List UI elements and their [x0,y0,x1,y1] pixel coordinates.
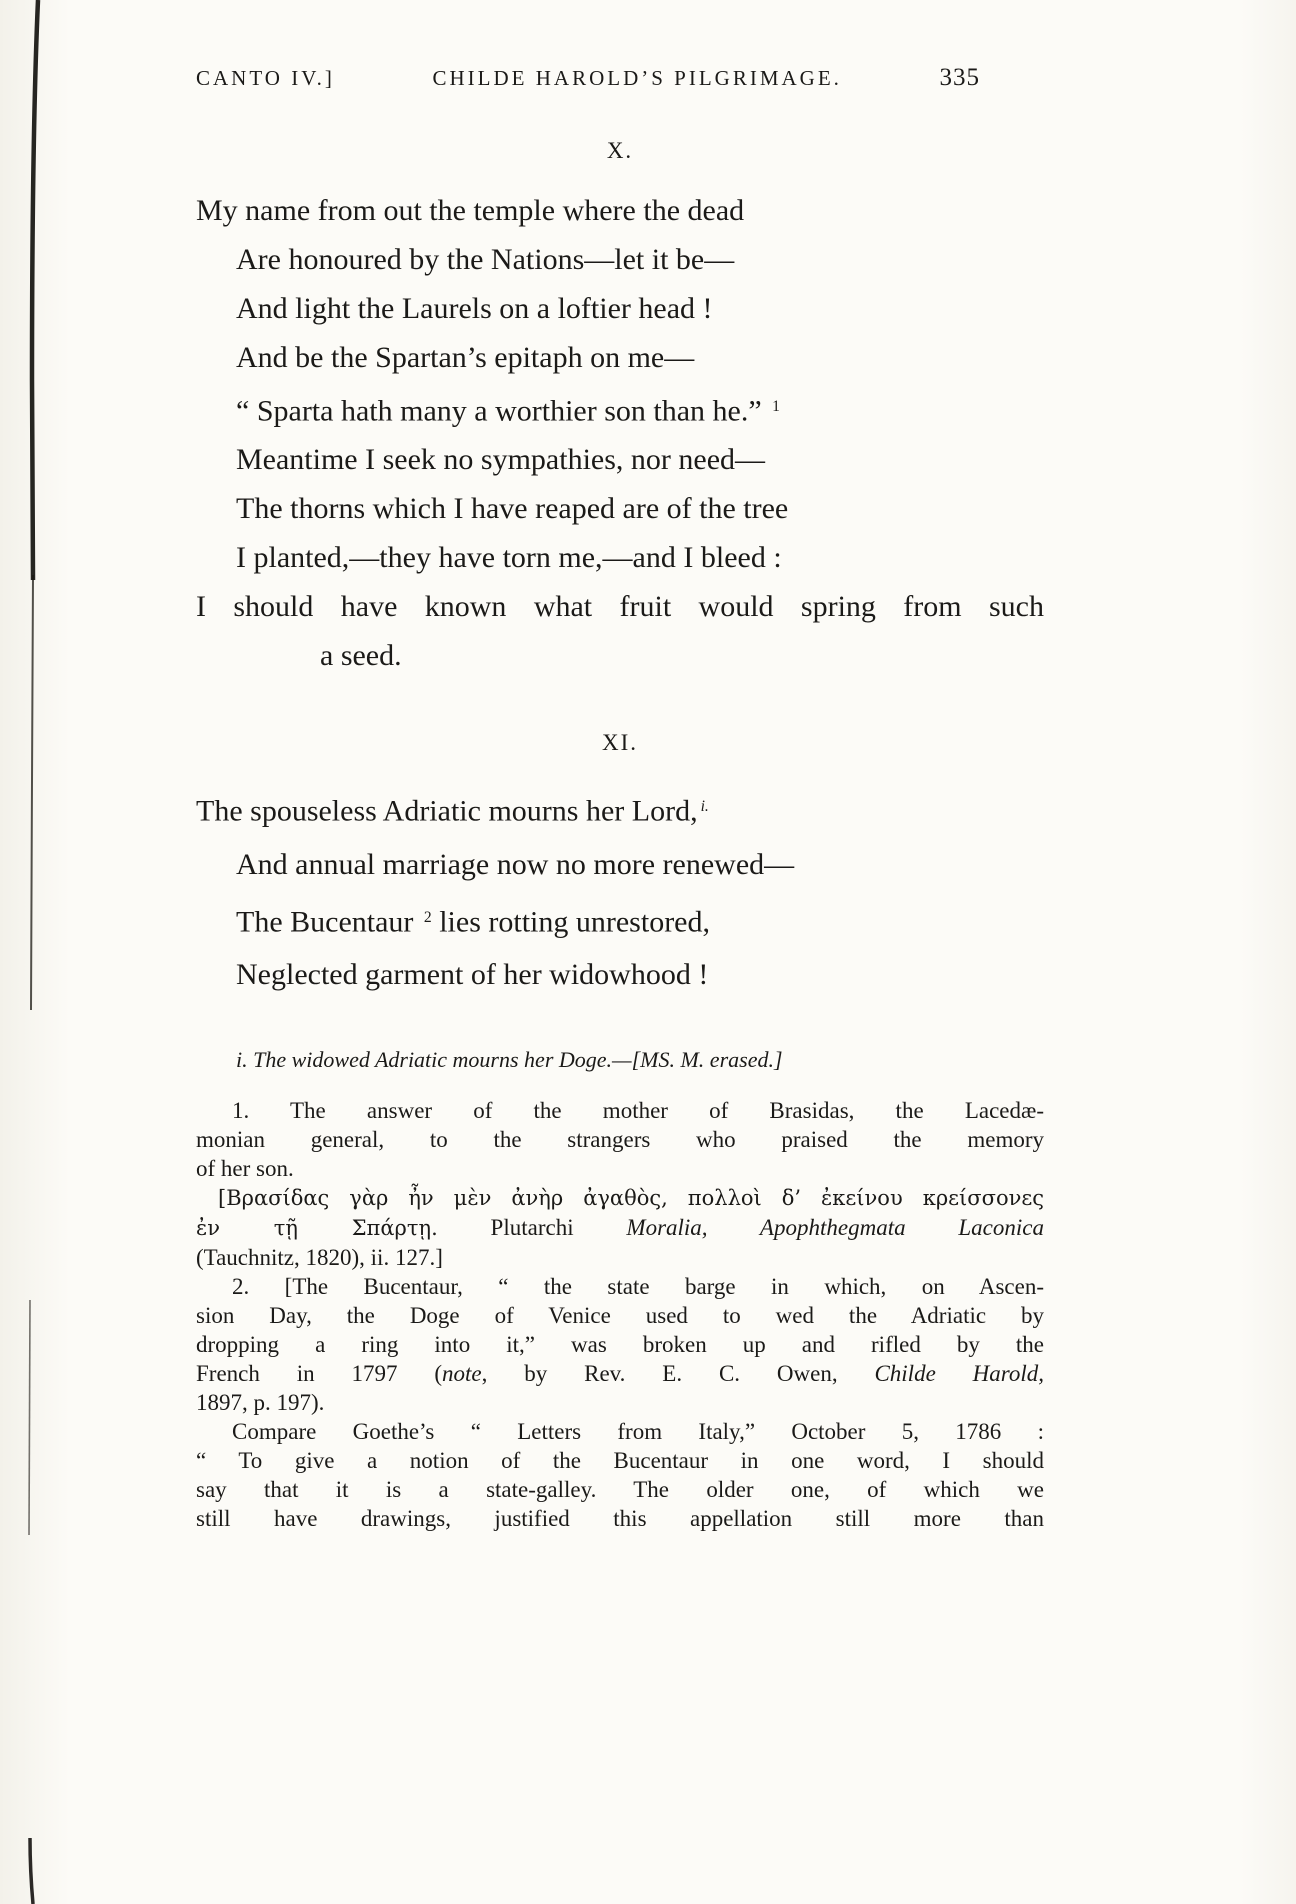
poem-line [196,582,1044,631]
citation-text: Plutarchi [437,1215,627,1241]
variant-note: i. The widowed Adriatic mourns her Doge.—[MS. M. erased.] [236,1047,783,1073]
footnote-line: (Tauchnitz, 1820), ii. 127.] [196,1245,443,1271]
book-page [196,0,1044,1533]
poem-line [236,891,1044,948]
poem-line [236,333,1044,382]
footnote-line-greek [196,1183,1044,1213]
stanza-xi [196,780,1044,1001]
line-text: I should have known what fruit would spring from such [196,590,1044,624]
line-text: “ Sparta hath many a worthier son than he.” [236,394,770,428]
footnote-line: still have drawings, justified this appellation still more than [196,1506,1044,1532]
stanza-heading-xi: XI. [601,730,639,756]
footnote-line: say that it is a state-galley. The older one, of which we [196,1477,1044,1503]
greek-text: [Βρασίδας γὰρ ἦν μὲν ἀνὴρ ἀγαθὸς, πολλοὶ δ’ ἐκείνου κρείσσονες [218,1186,1044,1211]
footnote-line: 2. [The Bucentaur, “ the state barge in which, on Ascen- [232,1274,1044,1300]
poem-line [236,284,1044,333]
footnote-italic: note [442,1361,482,1387]
footnote-text: French in 1797 ( [196,1361,443,1387]
page-header [196,64,1044,92]
footnote-line: dropping a ring into it,” was broken up and rifled by the [196,1332,1044,1358]
footnote-line [196,1359,1044,1388]
poem-line [236,838,1044,891]
footnote-line: 1. The answer of the mother of Brasidas, the Lacedæ- [232,1098,1044,1124]
poem-line [236,382,1044,435]
running-title: CHILDE HAROLD’S PILGRIMAGE. [432,66,842,90]
line-text: My name from out the temple where the dead [196,194,745,227]
poem-line [236,533,1044,582]
stanza-heading-x: X. [606,138,634,163]
line-text: a seed. [320,639,402,673]
poem-line [236,435,1044,484]
canto-label: CANTO IV.] [196,66,335,90]
footnote-line: of her son. [196,1156,294,1182]
footnote-line: sion Day, the Doge of Venice used to wed the Adriatic by [196,1303,1044,1329]
line-text: Neglected garment of her widowhood ! [236,958,709,992]
line-text: The thorns which I have reaped are of the tree [236,492,789,526]
poem-line [320,631,1044,680]
binding-edge-line [0,0,90,1904]
line-text: I planted,—they have torn me,—and I bleed : [236,541,782,575]
footnote-line: “ To give a notion of the Bucentaur in one word, I should [196,1448,1044,1474]
line-text: lies rotting unrestored, [431,905,710,939]
stanza-x [196,186,1044,680]
line-text: And light the Laurels on a loftier head ! [236,292,713,325]
line-text: And annual marriage now no more renewed— [236,847,795,881]
footnotes-section [196,1045,1044,1533]
line-text: Meantime I seek no sympathies, nor need— [236,443,766,477]
footnote-line: Compare Goethe’s “ Letters from Italy,” October 5, 1786 : [232,1419,1044,1445]
citation-title: Moralia, Apophthegmata Laconica [626,1215,1044,1241]
poem-line [196,780,1044,837]
line-text: The Bucentaur [236,905,421,939]
poem-line [236,484,1044,533]
footnote-italic: Childe Harold, [874,1361,1044,1387]
line-text: And be the Spartan’s epitaph on me— [236,341,695,374]
poem-line [236,235,1044,284]
footnote-ref-1: 1 [772,398,780,415]
page-number: 335 [939,64,980,91]
footnote-ref-2: 2 [423,908,432,926]
poem-line [236,948,1044,1001]
footnote-line: monian general, to the strangers who praised the memory [196,1127,1044,1153]
footnote-line-greek [196,1213,1044,1243]
footnote-ref-i: i. [700,798,709,816]
line-text: The spouseless Adriatic mourns her Lord, [196,794,698,828]
greek-text: ἐν τῇ Σπάρτῃ. [196,1216,438,1241]
poem-line [196,186,1044,235]
footnote-line: 1897, p. 197). [196,1390,325,1416]
line-text: Are honoured by the Nations—let it be— [236,243,735,276]
footnote-text: , by Rev. E. C. Owen, [481,1361,875,1387]
